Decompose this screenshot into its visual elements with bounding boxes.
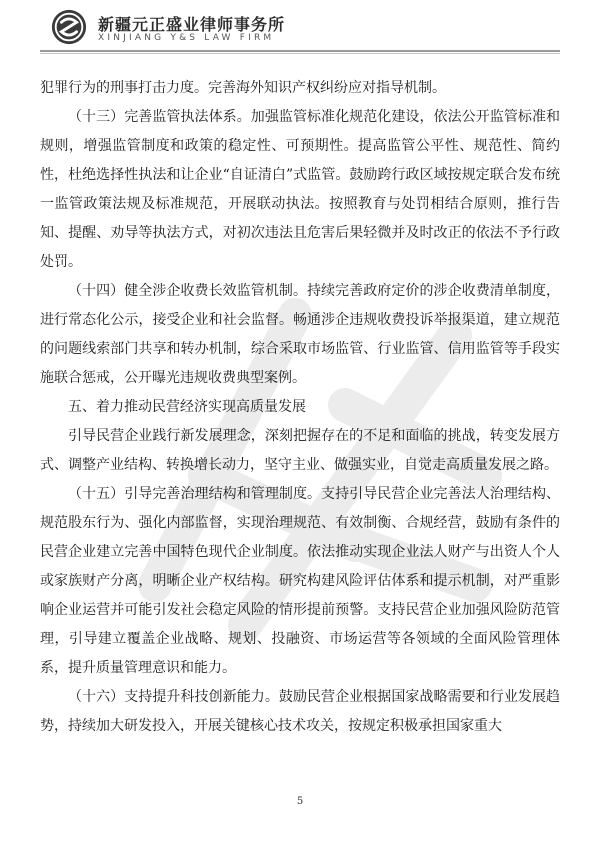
page-number: 5 <box>296 796 304 807</box>
section-heading-5: 五、着力推动民营经济实现高质量发展 <box>68 399 306 415</box>
paragraph-14: （十四）健全涉企收费长效监管机制。持续完善政府定价的涉企收费清单制度，进行常态化公示，接受企业和社会监督。畅通涉企违规收费投诉举报渠道，建立规范的问题线索部门共享和转办机制，综合采取市场监管、行业监管、信用监管等手段实施联合惩戒，公开曝光违规收费典型案例。 <box>40 283 560 386</box>
paragraph-continued: 犯罪行为的刑事打击力度。完善海外知识产权纠纷应对指导机制。 <box>40 80 446 96</box>
paragraph-16: （十六）支持提升科技创新能力。鼓励民营企业根据国家战略需要和行业发展趋势，持续加大研发投入，开展关键核心技术攻关，按规定积极承担国家重大 <box>40 689 560 734</box>
paragraph-15: （十五）引导完善治理结构和管理制度。支持引导民营企业完善法人治理结构、规范股东行为、强化内部监督，实现治理规范、有效制衡、合规经营，鼓励有条件的民营企业建立完善中国特色现代企业制度。依法推动实现企业法人财产与出资人个人或家族财产分离，明晰企业产权结构。研究构建风险评估体系和提示机制，对严重影响企业运营并可能引发社会稳定风险的情形提前预警。支持民营企业加强风险防范管理，引导建立覆盖企业战略、规划、投融资、市场运营等各领域的全面风险管理体系，提升质量管理意识和能力。 <box>40 486 560 676</box>
header-divider <box>40 50 560 52</box>
paragraph-section-5-intro: 引导民营企业践行新发展理念，深刻把握存在的不足和面临的挑战，转变发展方式、调整产业结构、转换增长动力，坚守主业、做强实业，自觉走高质量发展之路。 <box>40 428 560 473</box>
firm-name-en: XINJIANG Y&S LAW FIRM <box>98 33 275 43</box>
document-body <box>40 74 560 741</box>
header-divider-thin <box>40 53 560 54</box>
firm-logo-icon <box>50 8 88 46</box>
firm-name-cn: 新疆元正盛业律师事务所 <box>98 15 286 34</box>
letterhead <box>40 6 560 50</box>
paragraph-13: （十三）完善监管执法体系。加强监管标准化规范化建设，依法公开监管标准和规则，增强监管制度和政策的稳定性、可预期性。提高监管公平性、规范性、简约性，杜绝选择性执法和让企业“自证清白”式监管。鼓励跨行政区域按规定联合发布统一监管政策法规及标准规范，开展联动执法。按照教育与处罚相结合原则，推行告知、提醒、劝导等执法方式，对初次违法且危害后果轻微并及时改正的依法不予行政处罚。 <box>40 109 560 270</box>
